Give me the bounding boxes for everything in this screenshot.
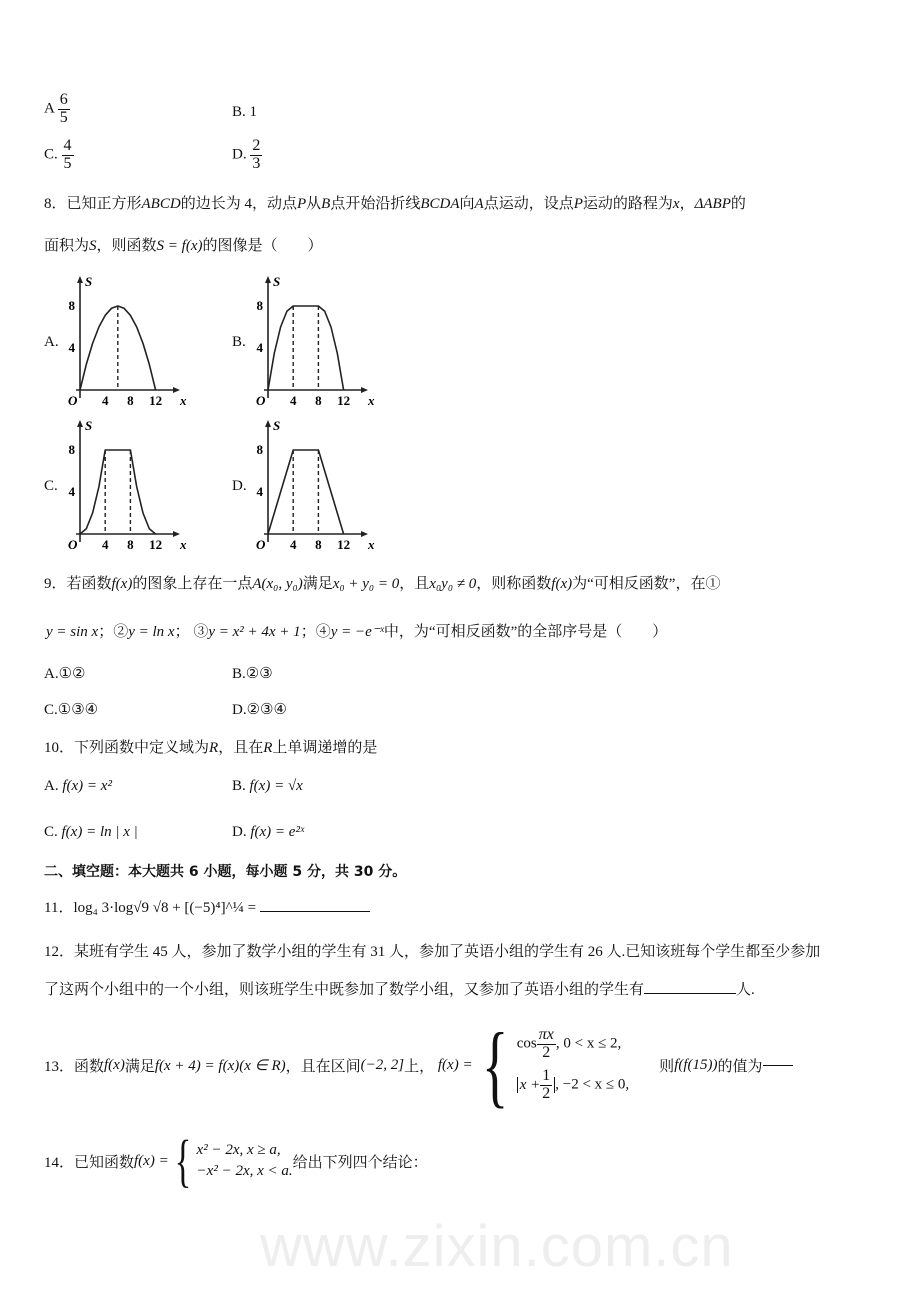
y-axis-label: S [85, 418, 93, 433]
y-axis-arrow [77, 420, 83, 427]
graph-plot [232, 272, 375, 412]
q10-option-a: A. f(x) = x² [44, 778, 112, 794]
q10-stem: 10．下列函数中定义域为R，且在R上单调递增的是 [44, 740, 378, 756]
origin-label: O [68, 537, 78, 552]
graph-plot [232, 416, 375, 556]
x-tick-label: 12 [337, 537, 351, 552]
answer-blank [260, 911, 370, 912]
q10-option-c: C. f(x) = ln | x | [44, 824, 138, 840]
y-tick-label: 8 [68, 298, 75, 313]
x-tick-label: 4 [289, 537, 297, 552]
q7-option-d: D. $\frac{2}{3}$ [232, 137, 261, 172]
q7-option-a: A $\frac{6}{5}$ [44, 91, 68, 126]
x-axis-arrow [361, 387, 368, 393]
graph-plot [44, 272, 187, 412]
function-curve [268, 306, 344, 390]
y-tick-label: 4 [68, 484, 75, 499]
graph-option-label: D. [232, 478, 247, 494]
x-axis-arrow [361, 531, 368, 537]
y-tick-label: 4 [68, 340, 75, 355]
x-axis-label: x [368, 537, 375, 552]
section-heading: 二、填空题：本大题共 6 小题，每小题 5 分，共 30 分。 [44, 864, 407, 880]
x-axis-label: x [368, 393, 375, 408]
origin-label: O [256, 537, 266, 552]
x-axis-label: x [180, 537, 187, 552]
q8-stem-line2: 面积为S，则函数S = f(x)的图像是（ ） [44, 238, 323, 254]
x-axis-arrow [173, 387, 180, 393]
q9-option-a: A.①② [44, 666, 86, 682]
graph-option-label: C. [44, 478, 58, 494]
y-axis-arrow [265, 276, 271, 283]
q9-option-c: C.①③④ [44, 702, 99, 718]
q14: 14．已知函数 f(x) = { x² − 2x, x ≥ a, −x² − 2x, x < a. 给出下列四个结论： [44, 1128, 428, 1193]
y-axis-arrow [265, 420, 271, 427]
y-tick-label: 4 [256, 340, 263, 355]
q9-stem-line2: y = sin x；②y = ln x； ③y = x² + 4x + 1；④y = −e⁻ˣ中，为“可相反函数”的全部序号是（ ） [46, 624, 668, 640]
x-tick-label: 8 [315, 537, 322, 552]
y-axis-label: S [85, 274, 93, 289]
q9-stem-line1: 9．若函数f(x)的图象上存在一点A(x₀, y₀)满足x₀ + y₀ = 0，且x₀y₀ ≠ 0，则称函数f(x)为“可相反函数”，在① [44, 576, 721, 592]
origin-label: O [68, 393, 78, 408]
watermark: www.zixin.com.cn [260, 1214, 734, 1279]
x-tick-label: 12 [149, 537, 163, 552]
x-tick-label: 4 [101, 393, 109, 408]
q10-option-d: D. f(x) = e²ˣ [232, 824, 305, 840]
q11: 11．log₄ 3·log√9 √8 + [(−5)⁴]^¼ = [44, 896, 370, 917]
graph-option-label: B. [232, 334, 246, 350]
y-tick-label: 8 [256, 442, 263, 457]
y-axis-label: S [273, 274, 281, 289]
x-axis-label: x [180, 393, 187, 408]
x-axis-arrow [173, 531, 180, 537]
q10-option-b: B. f(x) = √x [232, 778, 303, 794]
x-tick-label: 8 [127, 537, 134, 552]
graph-plot [44, 416, 187, 556]
function-curve [268, 450, 344, 534]
q12-line2: 了这两个小组中的一个小组，则该班学生中既参加了数学小组，又参加了英语小组的学生有 人. [44, 982, 755, 998]
x-tick-label: 8 [315, 393, 322, 408]
answer-blank [644, 993, 736, 994]
q9-option-b: B.②③ [232, 666, 273, 682]
origin-label: O [256, 393, 266, 408]
q7-option-b: B. 1 [232, 104, 258, 120]
y-axis-arrow [77, 276, 83, 283]
q9-option-d: D.②③④ [232, 702, 287, 718]
function-curve [80, 450, 156, 534]
graph-option-label: A. [44, 334, 59, 350]
q12-line1: 12．某班有学生 45 人，参加了数学小组的学生有 31 人，参加了英语小组的学生有 26 人.已知该班每个学生都至少参加 [44, 944, 821, 960]
y-axis-label: S [273, 418, 281, 433]
x-tick-label: 4 [101, 537, 109, 552]
x-tick-label: 12 [149, 393, 163, 408]
y-tick-label: 4 [256, 484, 263, 499]
x-tick-label: 12 [337, 393, 351, 408]
q7-option-c: C. $\frac{4}{5}$ [44, 137, 72, 172]
q13: 13．函数 f(x) 满足 f(x + 4) = f(x)(x ∈ R) ，且在区间 (−2, 2] 上， f(x) = { cos $\frac{\pi x}{2}$ , 0 < x ≤ 2, x + $\frac{1}{2}$ , −2 < x ≤ 0, 则 f(f(15)) 的值为 [44, 1016, 793, 1114]
x-tick-label: 8 [127, 393, 134, 408]
y-tick-label: 8 [68, 442, 75, 457]
x-tick-label: 4 [289, 393, 297, 408]
y-tick-label: 8 [256, 298, 263, 313]
answer-blank [763, 1065, 793, 1066]
q8-stem-line1: 8．已知正方形ABCD的边长为 4，动点P从B点开始沿折线BCDA向A点运动，设点P运动的路程为x，ΔABP的 [44, 196, 746, 212]
